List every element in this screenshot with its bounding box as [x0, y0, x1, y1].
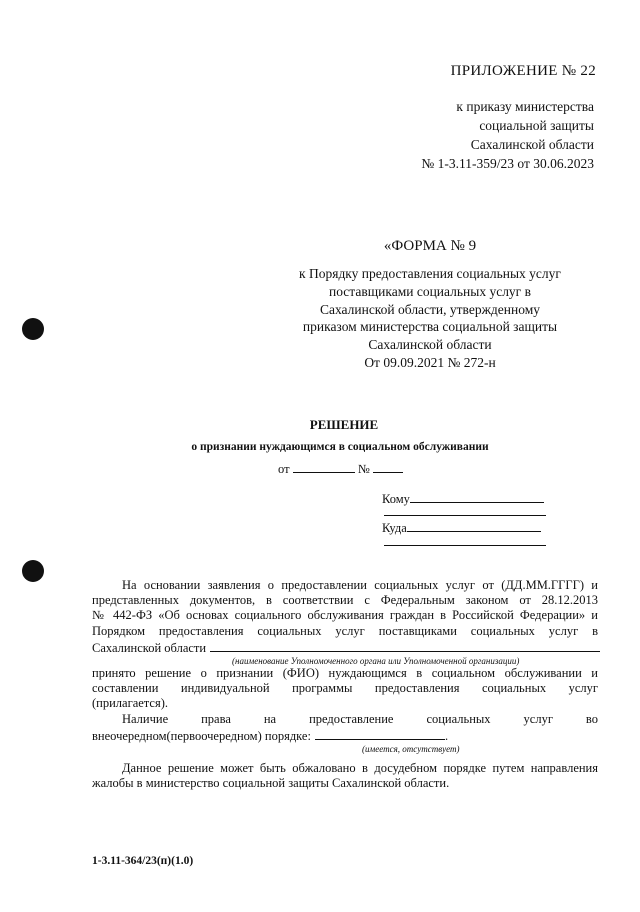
- form-line: Сахалинской области: [368, 337, 492, 353]
- recipient-row: [382, 490, 544, 507]
- footer-code: 1-3.11-364/23(п)(1.0): [92, 855, 194, 867]
- number-prefix: №: [357, 462, 370, 476]
- date-prefix: от: [278, 462, 290, 476]
- decision-heading: РЕШЕНИЕ: [309, 417, 379, 432]
- order-line: социальной защиты: [479, 118, 594, 133]
- document-code: [92, 855, 193, 867]
- form-line: От 09.09.2021 № 272-н: [364, 354, 496, 370]
- form-line: к Порядку предоставления социальных услуг: [299, 266, 561, 281]
- paragraph-priority: [92, 712, 598, 744]
- period: .: [444, 729, 449, 744]
- appendix-header: [451, 63, 596, 80]
- appendix-title: ПРИЛОЖЕНИЕ № 22: [450, 63, 596, 79]
- body-line: Наличие права на предоставление социальных услуг во: [122, 712, 598, 726]
- form-line: приказом министерства социальной защиты: [302, 319, 558, 335]
- form-line: Сахалинской области, утвержденному: [319, 301, 541, 317]
- recipient-field[interactable]: [410, 490, 544, 503]
- punch-hole-top: [22, 318, 44, 340]
- form-title: [360, 238, 500, 255]
- form-number: «ФОРМА № 9: [383, 238, 477, 254]
- paragraph-basis: [92, 578, 598, 656]
- body-line: (прилагается).: [92, 696, 169, 711]
- decision-subtitle: [170, 441, 510, 453]
- body-line: Порядком предоставления социальных услуг поставщиками социальных услуг в: [92, 623, 598, 638]
- punch-hole-bottom: [22, 560, 44, 582]
- address-field-2[interactable]: [384, 545, 546, 546]
- form-reference: [280, 265, 580, 372]
- organization-field[interactable]: [210, 639, 600, 652]
- priority-field[interactable]: [315, 727, 445, 740]
- body-line: внеочередном(первоочередном) порядке:: [92, 729, 311, 744]
- body-line: представленных документов, в соответствии с Федеральным законом от 28.12.2013: [92, 593, 598, 608]
- body-line: составлении индивидуальной программы предоставления социальных услуг: [92, 681, 598, 696]
- order-line: № 1-3.11-359/23 от 30.06.2023: [421, 156, 594, 171]
- body-line: На основании заявления о предоставлении социальных услуг от (ДД.ММ.ГГГГ) и: [122, 578, 598, 592]
- form-line: поставщиками социальных услуг в: [329, 283, 531, 299]
- decision-date-row: [278, 460, 403, 477]
- order-reference: [421, 97, 594, 173]
- order-line: Сахалинской области: [470, 137, 594, 152]
- organization-caption: (наименование Уполномоченного органа или Уполномоченной организации): [232, 656, 520, 666]
- date-field[interactable]: [293, 460, 355, 473]
- decision-title: [0, 417, 640, 433]
- address-field[interactable]: [407, 519, 541, 532]
- body-line: жалобы в министерство социальной защиты Сахалинской области.: [92, 776, 450, 791]
- decision-subheading: о признании нуждающимся в социальном обслуживании: [191, 441, 489, 453]
- number-field[interactable]: [373, 460, 403, 473]
- paragraph-appeal: [92, 761, 598, 791]
- order-line: к приказу министерства: [456, 99, 594, 114]
- priority-caption: (имеется, отсутствует): [362, 744, 460, 754]
- address-row: [382, 519, 541, 536]
- body-line: № 442-ФЗ «Об основах социального обслуживания граждан в Российской Федерации» и: [92, 608, 598, 623]
- body-line: Сахалинской области: [92, 640, 207, 655]
- recipient-field-2[interactable]: [384, 515, 546, 516]
- body-line: Данное решение может быть обжаловано в досудебном порядке путем направления: [122, 761, 598, 775]
- recipient-label: Кому: [382, 492, 410, 506]
- paragraph-decision: [92, 666, 598, 712]
- body-line: принято решение о признании (ФИО) нуждающимся в социальном обслуживании и: [92, 666, 598, 680]
- address-label: Куда: [382, 521, 407, 535]
